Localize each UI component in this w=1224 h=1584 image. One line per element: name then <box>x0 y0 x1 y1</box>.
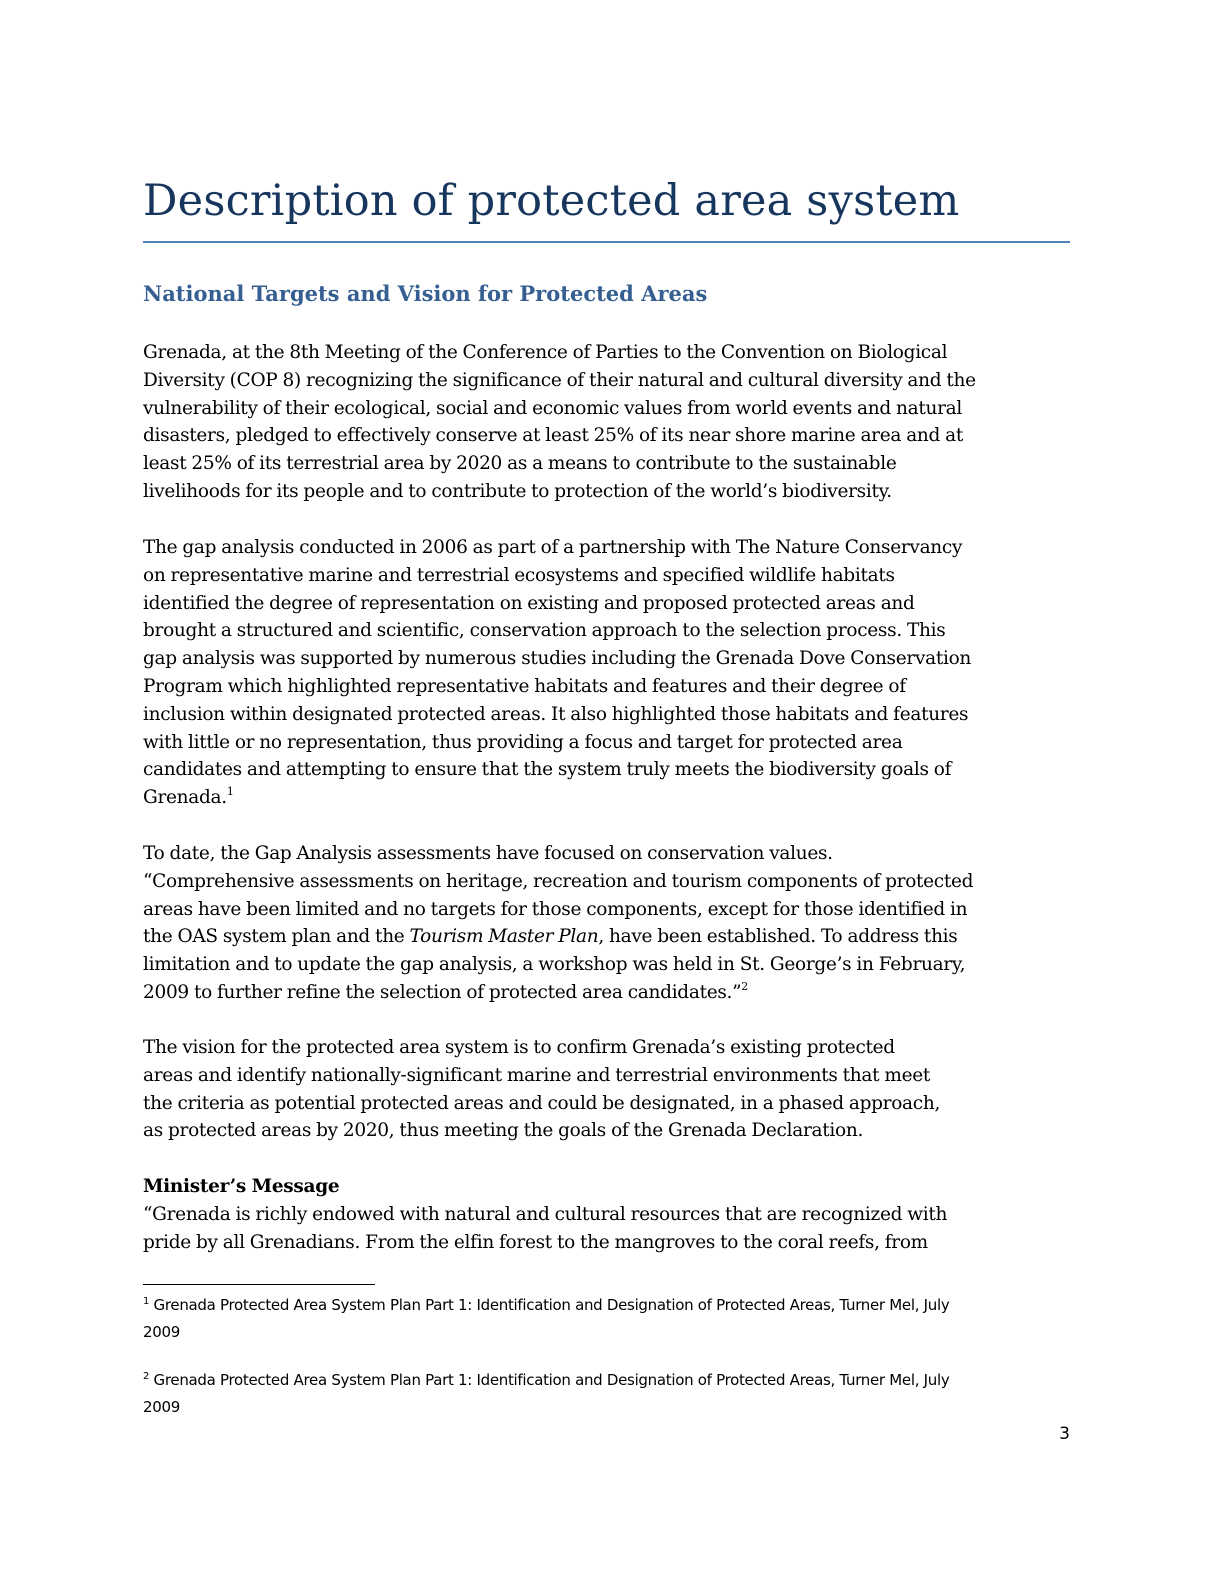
paragraph-gap-analysis <box>143 534 1078 812</box>
text-line: limitation and to update the gap analysis, a workshop was held in St. George’s in February, <box>143 954 966 976</box>
italic-title: Tourism Master Plan <box>409 926 599 948</box>
paragraph-minister-message <box>143 1173 1078 1256</box>
section-heading: National Targets and Vision for Protected Areas <box>143 281 708 306</box>
text-segment: Grenada. <box>143 787 227 809</box>
footnote-number: 1 <box>143 1296 150 1307</box>
text-line: as protected areas by 2020, thus meeting the goals of the Grenada Declaration. <box>143 1120 864 1142</box>
text-line: “Comprehensive assessments on heritage, recreation and tourism components of protected <box>143 870 974 892</box>
footnote-1 <box>143 1292 1073 1346</box>
text-segment: the OAS system plan and the <box>143 926 410 948</box>
text-line: To date, the Gap Analysis assessments have focused on conservation values. <box>143 843 833 864</box>
text-line: on representative marine and terrestrial ecosystems and specified wildlife habitats <box>143 564 895 586</box>
text-line: areas have been limited and no targets for those components, except for those identified in <box>143 898 968 920</box>
text-line: areas and identify nationally-significant marine and terrestrial environments that meet <box>143 1064 931 1086</box>
text-line: brought a structured and scientific, conservation approach to the selection process. This <box>143 620 946 642</box>
text-line: Program which highlighted representative habitats and features and their degree of <box>143 675 906 697</box>
text-line: candidates and attempting to ensure that the system truly meets the biodiversity goals of <box>143 759 952 781</box>
text-line <box>143 923 1078 951</box>
paragraph-to-date <box>143 840 1078 1007</box>
text-line: The gap analysis conducted in 2006 as part of a partnership with The Nature Conservancy <box>143 537 963 558</box>
footnote-number: 2 <box>143 1371 150 1382</box>
footnote-reference-2[interactable]: 2 <box>741 979 748 993</box>
text-line <box>143 784 1078 812</box>
title-underline <box>143 241 1070 243</box>
text-line: disasters, pledged to effectively conserve at least 25% of its near shore marine area and at <box>143 425 964 447</box>
minister-heading: Minister’s Message <box>143 1176 340 1197</box>
footnote-line <box>143 1367 1073 1394</box>
text-line: The vision for the protected area system is to confirm Grenada’s existing protected <box>143 1037 895 1058</box>
text-line: with little or no representation, thus providing a focus and target for protected area <box>143 731 903 753</box>
text-line: gap analysis was supported by numerous studies including the Grenada Dove Conservation <box>143 648 972 670</box>
footnote-text: Grenada Protected Area System Plan Part 1: Identification and Designation of Protected Areas, Turner Mel, July <box>149 1296 950 1314</box>
text-line: Diversity (COP 8) recognizing the significance of their natural and cultural diversity and the <box>143 369 976 391</box>
text-segment: , have been established. To address this <box>598 926 958 948</box>
text-line: “Grenada is richly endowed with natural and cultural resources that are recognized with <box>143 1203 948 1225</box>
text-segment: 2009 to further refine the selection of protected area candidates.” <box>143 981 742 1003</box>
text-line: identified the degree of representation on existing and proposed protected areas and <box>143 592 915 614</box>
footnote-line: 2009 <box>143 1323 180 1341</box>
footnote-text: Grenada Protected Area System Plan Part 1: Identification and Designation of Protected Areas, Turner Mel, July <box>149 1371 950 1389</box>
text-line: the criteria as potential protected areas and could be designated, in a phased approach, <box>143 1092 941 1114</box>
footnote-line: 2009 <box>143 1398 180 1416</box>
footnote-separator <box>143 1284 375 1285</box>
page-title: Description of protected area system <box>143 176 960 226</box>
paragraph-cop8-pledge <box>143 339 1078 506</box>
page-number: 3 <box>1059 1424 1070 1444</box>
text-line: pride by all Grenadians. From the elfin forest to the mangroves to the coral reefs, from <box>143 1231 928 1253</box>
text-line: least 25% of its terrestrial area by 2020 as a means to contribute to the sustainable <box>143 453 897 475</box>
text-line: Grenada, at the 8th Meeting of the Conference of Parties to the Convention on Biological <box>143 342 948 363</box>
footnote-line <box>143 1292 1073 1319</box>
paragraph-vision <box>143 1034 1078 1145</box>
text-line <box>143 979 1078 1007</box>
text-line: livelihoods for its people and to contribute to protection of the world’s biodiversity. <box>143 480 892 502</box>
text-line: inclusion within designated protected areas. It also highlighted those habitats and features <box>143 703 969 725</box>
footnote-2 <box>143 1367 1073 1421</box>
text-line: vulnerability of their ecological, social and economic values from world events and natural <box>143 397 962 419</box>
footnote-reference-1[interactable]: 1 <box>226 785 234 799</box>
